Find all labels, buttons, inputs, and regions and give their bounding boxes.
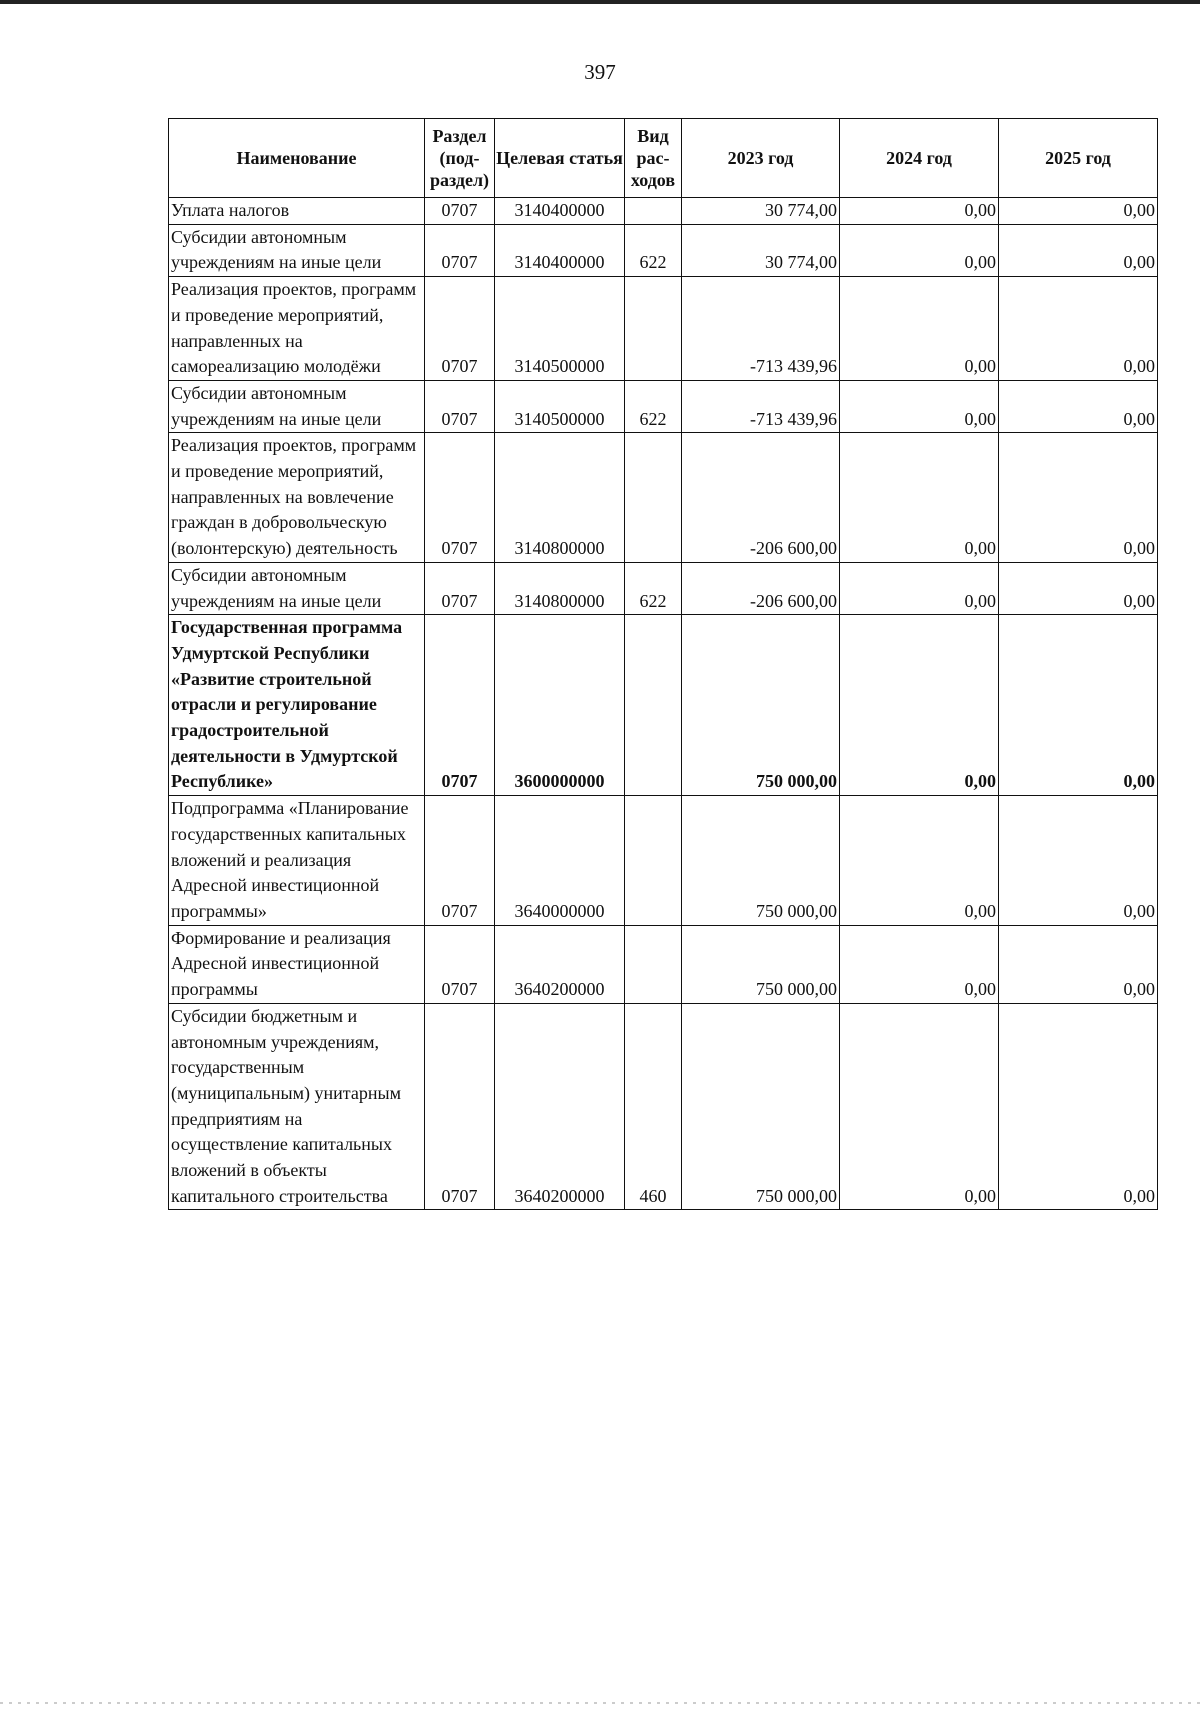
row-2024: 0,00 — [840, 1003, 999, 1210]
row-type — [625, 925, 682, 1003]
table-row — [169, 1003, 1158, 1210]
row-section: 0707 — [425, 925, 495, 1003]
table-row — [169, 615, 1158, 796]
row-section: 0707 — [425, 380, 495, 432]
row-2023: 750 000,00 — [682, 796, 840, 926]
row-2025: 0,00 — [999, 380, 1158, 432]
scan-bottom-edge — [0, 1702, 1200, 1704]
row-type — [625, 796, 682, 926]
row-type — [625, 433, 682, 563]
row-section: 0707 — [425, 433, 495, 563]
row-type — [625, 615, 682, 796]
row-target: 3600000000 — [495, 615, 625, 796]
row-2025: 0,00 — [999, 562, 1158, 614]
row-name: Реализация проектов, программ и проведение мероприятий, направленных на вовлечение граждан в добровольческую (волонтерскую) деятельность — [169, 433, 425, 563]
table-row — [169, 224, 1158, 276]
row-name: Субсидии автономным учреждениям на иные цели — [169, 224, 425, 276]
row-section: 0707 — [425, 562, 495, 614]
table-header-row — [169, 119, 1158, 198]
row-type: 622 — [625, 224, 682, 276]
row-2025: 0,00 — [999, 1003, 1158, 1210]
row-section: 0707 — [425, 198, 495, 225]
row-2025: 0,00 — [999, 796, 1158, 926]
row-2023: 750 000,00 — [682, 925, 840, 1003]
row-name: Субсидии автономным учреждениям на иные цели — [169, 562, 425, 614]
row-2023: 30 774,00 — [682, 224, 840, 276]
row-2024: 0,00 — [840, 562, 999, 614]
row-target: 3640000000 — [495, 796, 625, 926]
row-target: 3140500000 — [495, 380, 625, 432]
header-2024: 2024 год — [840, 119, 999, 198]
row-2023: 750 000,00 — [682, 615, 840, 796]
row-section: 0707 — [425, 615, 495, 796]
row-2024: 0,00 — [840, 198, 999, 225]
table-row — [169, 198, 1158, 225]
row-2024: 0,00 — [840, 796, 999, 926]
budget-table — [168, 118, 1158, 1210]
table-row — [169, 277, 1158, 381]
row-section: 0707 — [425, 277, 495, 381]
row-target: 3140400000 — [495, 224, 625, 276]
row-name: Субсидии автономным учреждениям на иные цели — [169, 380, 425, 432]
row-name: Реализация проектов, программ и проведение мероприятий, направленных на самореализацию молодёжи — [169, 277, 425, 381]
row-section: 0707 — [425, 796, 495, 926]
row-2025: 0,00 — [999, 433, 1158, 563]
row-section: 0707 — [425, 1003, 495, 1210]
scan-top-edge — [0, 0, 1200, 4]
row-name: Формирование и реализация Адресной инвестиционной программы — [169, 925, 425, 1003]
row-2023: -713 439,96 — [682, 380, 840, 432]
row-2023: 750 000,00 — [682, 1003, 840, 1210]
row-name: Субсидии бюджетным и автономным учреждениям, государственным (муниципальным) унитарным предприятиям на осуществление капитальных вложений в объекты капитального строительства — [169, 1003, 425, 1210]
row-target: 3140500000 — [495, 277, 625, 381]
row-2025: 0,00 — [999, 198, 1158, 225]
row-2024: 0,00 — [840, 615, 999, 796]
table-row — [169, 380, 1158, 432]
header-type: Вид рас-ходов — [625, 119, 682, 198]
row-2025: 0,00 — [999, 277, 1158, 381]
page-number: 397 — [584, 60, 616, 84]
row-target: 3140800000 — [495, 562, 625, 614]
header-section: Раздел (под-раздел) — [425, 119, 495, 198]
table-row — [169, 562, 1158, 614]
row-target: 3640200000 — [495, 925, 625, 1003]
table-row — [169, 433, 1158, 563]
row-2024: 0,00 — [840, 224, 999, 276]
row-type: 622 — [625, 562, 682, 614]
header-name: Наименование — [169, 119, 425, 198]
row-type: 460 — [625, 1003, 682, 1210]
row-type — [625, 198, 682, 225]
row-2023: 30 774,00 — [682, 198, 840, 225]
row-2025: 0,00 — [999, 615, 1158, 796]
header-target: Целевая статья — [495, 119, 625, 198]
row-type: 622 — [625, 380, 682, 432]
header-2023: 2023 год — [682, 119, 840, 198]
row-2024: 0,00 — [840, 277, 999, 381]
row-name: Подпрограмма «Планирование государственных капитальных вложений и реализация Адресной инвестиционной программы» — [169, 796, 425, 926]
row-target: 3640200000 — [495, 1003, 625, 1210]
row-2023: -713 439,96 — [682, 277, 840, 381]
row-target: 3140800000 — [495, 433, 625, 563]
row-2023: -206 600,00 — [682, 562, 840, 614]
row-2023: -206 600,00 — [682, 433, 840, 563]
row-2024: 0,00 — [840, 380, 999, 432]
table-row — [169, 796, 1158, 926]
row-name: Уплата налогов — [169, 198, 425, 225]
row-2024: 0,00 — [840, 925, 999, 1003]
row-2025: 0,00 — [999, 925, 1158, 1003]
row-type — [625, 277, 682, 381]
row-2024: 0,00 — [840, 433, 999, 563]
header-2025: 2025 год — [999, 119, 1158, 198]
table-row — [169, 925, 1158, 1003]
row-2025: 0,00 — [999, 224, 1158, 276]
row-name: Государственная программа Удмуртской Республики «Развитие строительной отрасли и регулирование градостроительной деятельности в Удмуртской Республике» — [169, 615, 425, 796]
row-target: 3140400000 — [495, 198, 625, 225]
row-section: 0707 — [425, 224, 495, 276]
